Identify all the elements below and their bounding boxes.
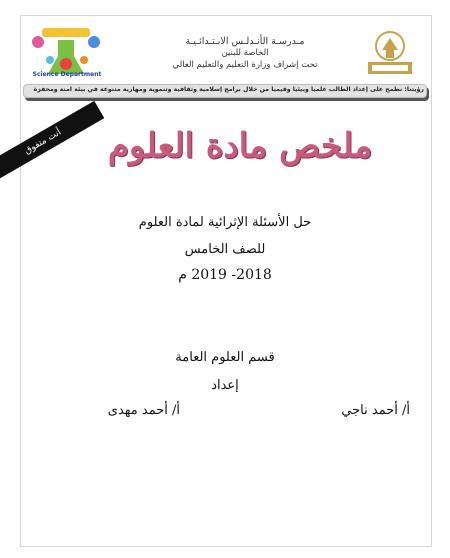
science-logo-label: Science Department bbox=[32, 71, 102, 78]
subtitle-line: حل الأسئلة الإثرائية لمادة العلوم bbox=[138, 215, 312, 230]
school-name: مـدرسـة الأنـدلـس الابـتـدائـيـة bbox=[185, 36, 305, 47]
author-ahmed-mahdi: أ/ أحمد مهدى bbox=[107, 403, 180, 418]
grade-line: للصف الخامس bbox=[184, 242, 266, 257]
prepared-by-label: إعداد bbox=[211, 378, 239, 393]
corner-ribbon: أنت متفوق bbox=[0, 101, 104, 183]
supervision-text: تحت إشراف وزارة التعليم والتعليم العالي bbox=[172, 60, 318, 70]
main-title: ملخص مادة العلوم bbox=[107, 126, 373, 166]
year-line: 2018- 2019 م bbox=[178, 267, 272, 283]
vision-text: رؤيتنا: نطمح على إعداد الطالب علمياً وبيئياً وقيمياً من خلال برامج إسلامية وثقافية وتنموية ومهارية متنوعة في بيئة آمنة ومحفزة bbox=[33, 86, 424, 93]
author-ahmed-naji: أ/ أحمد ناجي bbox=[341, 403, 410, 418]
department-line: قسم العلوم العامة bbox=[175, 350, 275, 365]
school-logo bbox=[362, 26, 418, 78]
school-type: الخاصة للبنين bbox=[221, 48, 269, 58]
